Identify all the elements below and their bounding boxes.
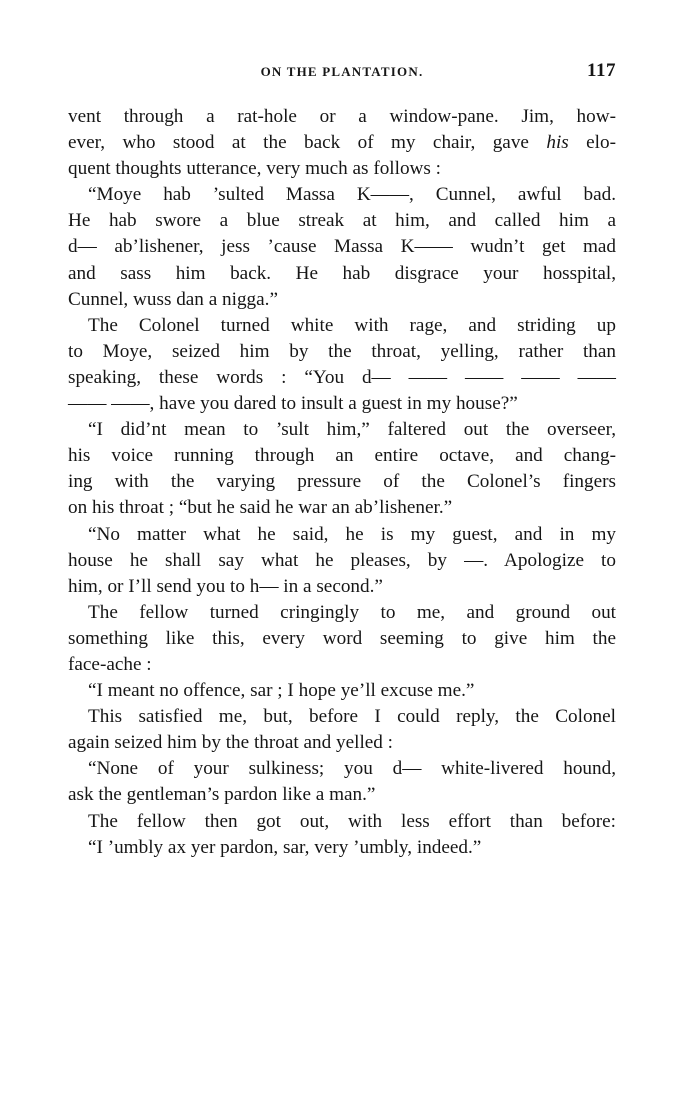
text-line: speaking, these words : “You d— —— —— —— ——: [68, 366, 616, 388]
text-line: ing with the varying pressure of the Colonel’s fingers: [68, 471, 616, 493]
text-line: again seized him by the throat and yelled :: [68, 732, 394, 754]
text-line: “None of your sulkiness; you d— white-livered hound,: [88, 758, 616, 780]
text-line: his voice running through an entire octave, and chang-: [68, 445, 616, 467]
text-line: “I ’umbly ax yer pardon, sar, very ’umbly, indeed.”: [88, 836, 482, 858]
page-header: [68, 62, 616, 86]
text-line: face-ache :: [68, 653, 152, 675]
text-line: vent through a rat-hole or a window-pane. Jim, how-: [68, 106, 616, 127]
text-line: to Moye, seized him by the throat, yelling, rather than: [68, 340, 616, 362]
text-line: Cunnel, wuss dan a nigga.”: [68, 288, 278, 310]
page-number: 117: [587, 60, 616, 81]
text-line: “I meant no offence, sar ; I hope ye’ll excuse me.”: [88, 680, 475, 702]
body-text: [68, 104, 616, 861]
text-line: This satisfied me, but, before I could reply, the Colonel: [88, 706, 616, 728]
text-line: quent thoughts utterance, very much as follows :: [68, 158, 442, 180]
running-head: ON THE PLANTATION.: [260, 64, 424, 79]
text-line: and sass him back. He hab disgrace your hosspital,: [68, 262, 616, 284]
text-line: He hab swore a blue streak at him, and called him a: [68, 210, 616, 232]
text-line: The fellow then got out, with less effort than before:: [88, 810, 616, 832]
text-line: The fellow turned cringingly to me, and ground out: [88, 601, 616, 623]
text-line: house he shall say what he pleases, by —. Apologize to: [68, 549, 616, 571]
text-line: on his throat ; “but he said he war an ab’lishener.”: [68, 497, 453, 519]
text-line: —— ——, have you dared to insult a guest in my house?”: [68, 393, 518, 415]
text-line: ever, who stood at the back of my chair, gave his elo-: [68, 132, 616, 154]
text-line: “Moye hab ’sulted Massa K——, Cunnel, awful bad.: [88, 184, 616, 206]
text-line: “I did’nt mean to ’sult him,” faltered out the overseer,: [88, 419, 616, 441]
text-line: him, or I’ll send you to h— in a second.”: [68, 575, 383, 597]
text-line: The Colonel turned white with rage, and striding up: [88, 314, 616, 336]
text-line: d— ab’lishener, jess ’cause Massa K—— wudn’t get mad: [68, 236, 616, 258]
text-line: “No matter what he said, he is my guest, and in my: [88, 523, 616, 545]
text-line: ask the gentleman’s pardon like a man.”: [68, 784, 376, 806]
text-line: something like this, every word seeming to give him the: [68, 627, 616, 649]
